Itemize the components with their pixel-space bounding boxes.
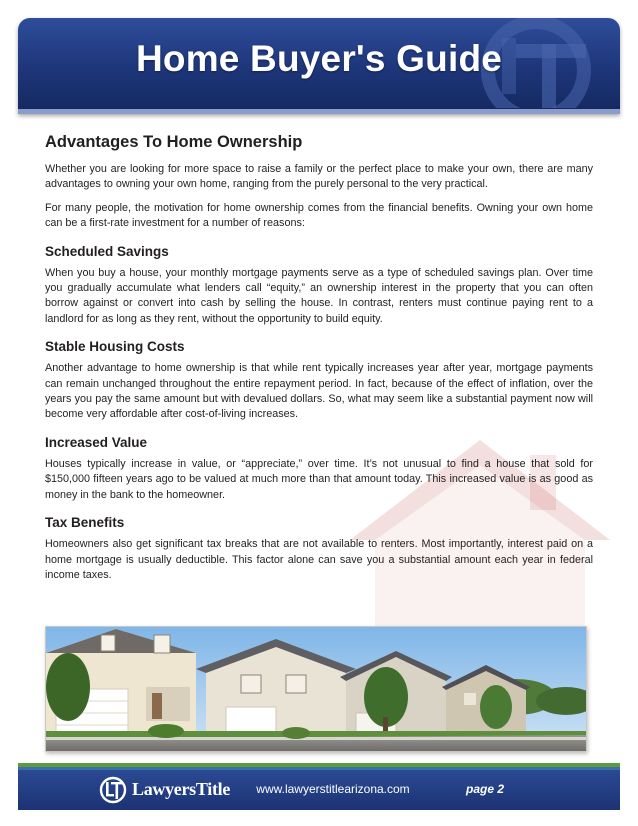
neighborhood-photo: [45, 626, 587, 752]
banner-stripe: [18, 109, 620, 114]
page-title: Home Buyer's Guide: [135, 38, 503, 79]
footer-brand: LawyersTitle: [132, 779, 231, 799]
footer-website-link[interactable]: www.lawyerstitlearizona.com: [256, 782, 410, 796]
section-body-scheduled-savings: When you buy a house, your monthly mortgage payments serve as a type of scheduled savings plan. Over time you gradually accumulate what lenders call “equity,” an ownership interest in the property that you can often borrow against or convert into cash by selling the house. In contrast, renters must continue paying rent to a landlord for as long as they rent, without the opportunity to build equity.: [45, 266, 593, 325]
footer: [18, 770, 620, 810]
article: [45, 133, 593, 591]
section-heading-tax-benefits: Tax Benefits: [45, 515, 125, 531]
article-heading: Advantages To Home Ownership: [45, 133, 303, 151]
section-body-increased-value: Houses typically increase in value, or “appreciate,” over time. It’s not unusual to find a house that sold for $150,000 fifteen years ago to be valued at much more than that amount today. This increased value is as good as money in the bank to the homeowner.: [45, 457, 593, 501]
header-banner: [18, 18, 620, 114]
intro-paragraph-1: Whether you are looking for more space to raise a family or the perfect place to make your own, there are many advantages to owning your own home, ranging from the purely personal to the very practical.: [45, 163, 593, 191]
lt-monogram-icon: [98, 776, 128, 804]
intro-paragraph-2: For many people, the motivation for home ownership comes from the financial benefits. Owning your own home can be a first-rate investment for a number of reasons:: [45, 201, 593, 230]
neighborhood-photo-illustration: [46, 627, 586, 751]
section-heading-increased-value: Increased Value: [45, 434, 148, 450]
section-body-tax-benefits: Homeowners also get significant tax breaks that are not available to renters. Most importantly, interest paid on a home mortgage is usually deductible. This factor alone can save you a substantial amount each year in federal income taxes.: [45, 538, 593, 581]
page-number: page 2: [466, 782, 505, 796]
section-heading-scheduled-savings: Scheduled Savings: [45, 243, 169, 259]
section-body-stable-housing-costs: Another advantage to home ownership is that while rent typically increases year after year, mortgage payments can remain unchanged throughout the entire repayment period. In fact, because of the effect of inflation, over the years you pay the same amount but with devalued dollars. So, what may seem like a substantial payment now will become very affordable after cost-of-living increases.: [45, 362, 593, 421]
section-heading-stable-housing-costs: Stable Housing Costs: [45, 339, 185, 355]
